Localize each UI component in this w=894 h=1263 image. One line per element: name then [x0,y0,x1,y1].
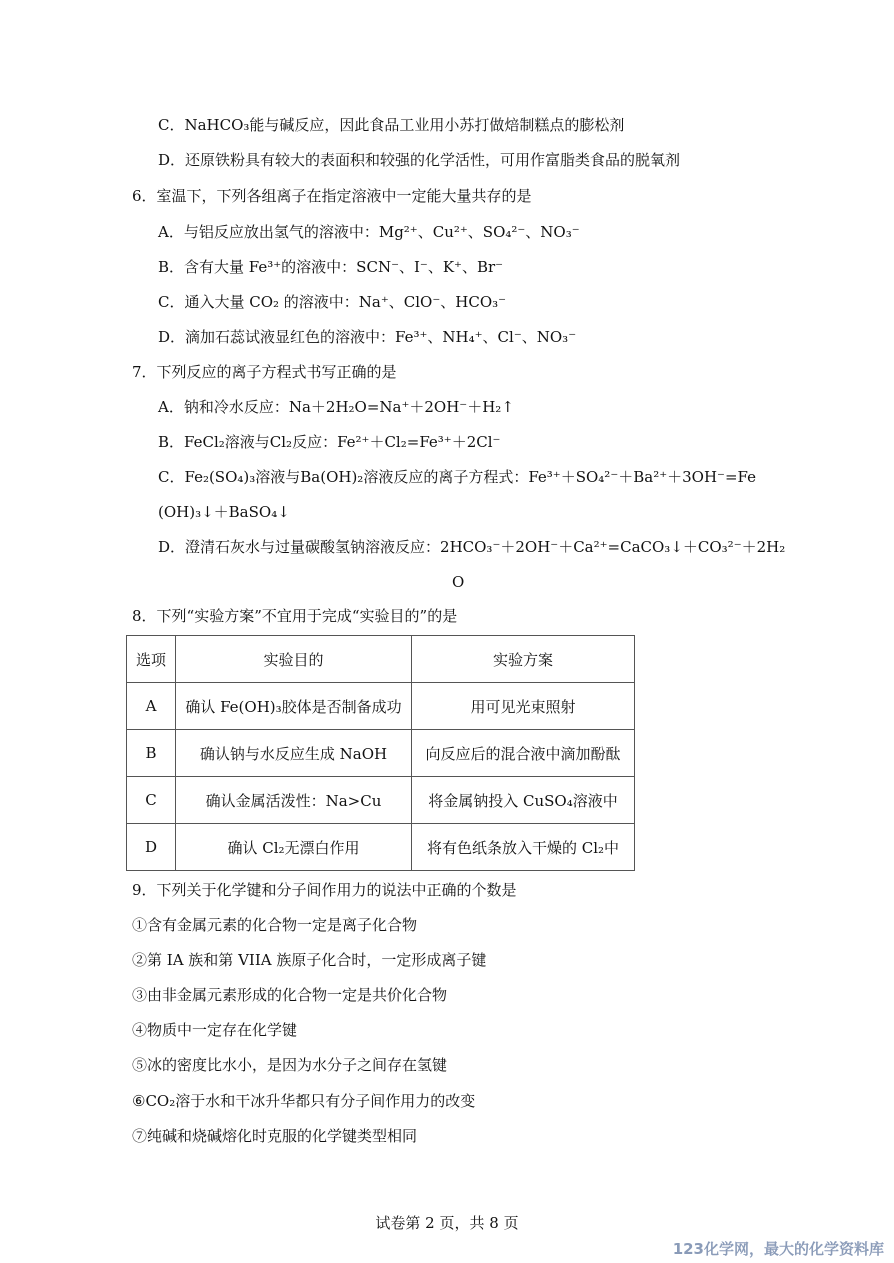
table-row [127,730,635,777]
option-7d-cont: O [452,573,465,591]
cell-purpose: 确认金属活泼性：Na>Cu [176,777,412,824]
option-7c-cont: (OH)₃↓＋BaSO₄↓ [158,503,290,521]
cell-purpose: 确认钠与水反应生成 NaOH [176,730,412,777]
table-row [127,777,635,824]
option-7b: B．FeCl₂溶液与Cl₂反应：Fe²⁺＋Cl₂=Fe³⁺＋2Cl⁻ [158,433,501,451]
cell-purpose: 确认 Fe(OH)₃胶体是否制备成功 [176,683,412,730]
question-9: 9．下列关于化学键和分子间作用力的说法中正确的个数是 [132,881,517,899]
cell-option: B [127,730,176,777]
statement-7: ⑦纯碱和烧碱熔化时克服的化学键类型相同 [132,1127,418,1145]
header-option: 选项 [127,636,176,683]
cell-option: C [127,777,176,824]
cell-purpose: 确认 Cl₂无漂白作用 [176,824,412,871]
cell-plan: 向反应后的混合液中滴加酚酞 [412,730,635,777]
statement-4: ④物质中一定存在化学键 [132,1021,298,1039]
option-6c: C．通入大量 CO₂ 的溶液中：Na⁺、ClO⁻、HCO₃⁻ [158,293,507,311]
question-8: 8．下列“实验方案”不宜用于完成“实验目的”的是 [132,607,458,625]
option-7c: C．Fe₂(SO₄)₃溶液与Ba(OH)₂溶液反应的离子方程式：Fe³⁺＋SO₄²⁻＋Ba²⁺＋3OH⁻=Fe [158,468,757,486]
cell-option: D [127,824,176,871]
statement-5: ⑤冰的密度比水小，是因为水分子之间存在氢键 [132,1056,448,1074]
statement-3: ③由非金属元素形成的化合物一定是共价化合物 [132,986,448,1004]
question-7: 7．下列反应的离子方程式书写正确的是 [132,363,397,381]
option-7d: D．澄清石灰水与过量碳酸氢钠溶液反应：2HCO₃⁻＋2OH⁻＋Ca²⁺=CaCO₃↓＋CO₃²⁻＋2H₂ [158,538,786,556]
cell-option: A [127,683,176,730]
question-6: 6．室温下，下列各组离子在指定溶液中一定能大量共存的是 [132,187,532,205]
experiment-table [126,635,635,871]
option-5d: D．还原铁粉具有较大的表面积和较强的化学活性，可用作富脂类食品的脱氧剂 [158,151,681,169]
option-6b: B．含有大量 Fe³⁺的溶液中：SCN⁻、I⁻、K⁺、Br⁻ [158,258,504,276]
table-row [127,683,635,730]
table-header-row [127,636,635,683]
header-plan: 实验方案 [412,636,635,683]
watermark: 123化学网，最大的化学资料库 [672,1240,884,1258]
statement-6: ⑥CO₂溶于水和干冰升华都只有分子间作用力的改变 [132,1092,476,1110]
page-footer: 试卷第 2 页，共 8 页 [375,1214,519,1232]
statement-1: ①含有金属元素的化合物一定是离子化合物 [132,916,418,934]
option-5c: C．NaHCO₃能与碱反应，因此食品工业用小苏打做焙制糕点的膨松剂 [158,116,625,134]
cell-plan: 将金属钠投入 CuSO₄溶液中 [412,777,635,824]
cell-plan: 用可见光束照射 [412,683,635,730]
statement-2: ②第 IA 族和第 VIIA 族原子化合时，一定形成离子键 [132,951,487,969]
header-purpose: 实验目的 [176,636,412,683]
cell-plan: 将有色纸条放入干燥的 Cl₂中 [412,824,635,871]
option-7a: A．钠和冷水反应：Na＋2H₂O=Na⁺＋2OH⁻＋H₂↑ [158,398,514,416]
option-6d: D．滴加石蕊试液显红色的溶液中：Fe³⁺、NH₄⁺、Cl⁻、NO₃⁻ [158,328,577,346]
table-row [127,824,635,871]
option-6a: A．与铝反应放出氢气的溶液中：Mg²⁺、Cu²⁺、SO₄²⁻、NO₃⁻ [158,223,580,241]
